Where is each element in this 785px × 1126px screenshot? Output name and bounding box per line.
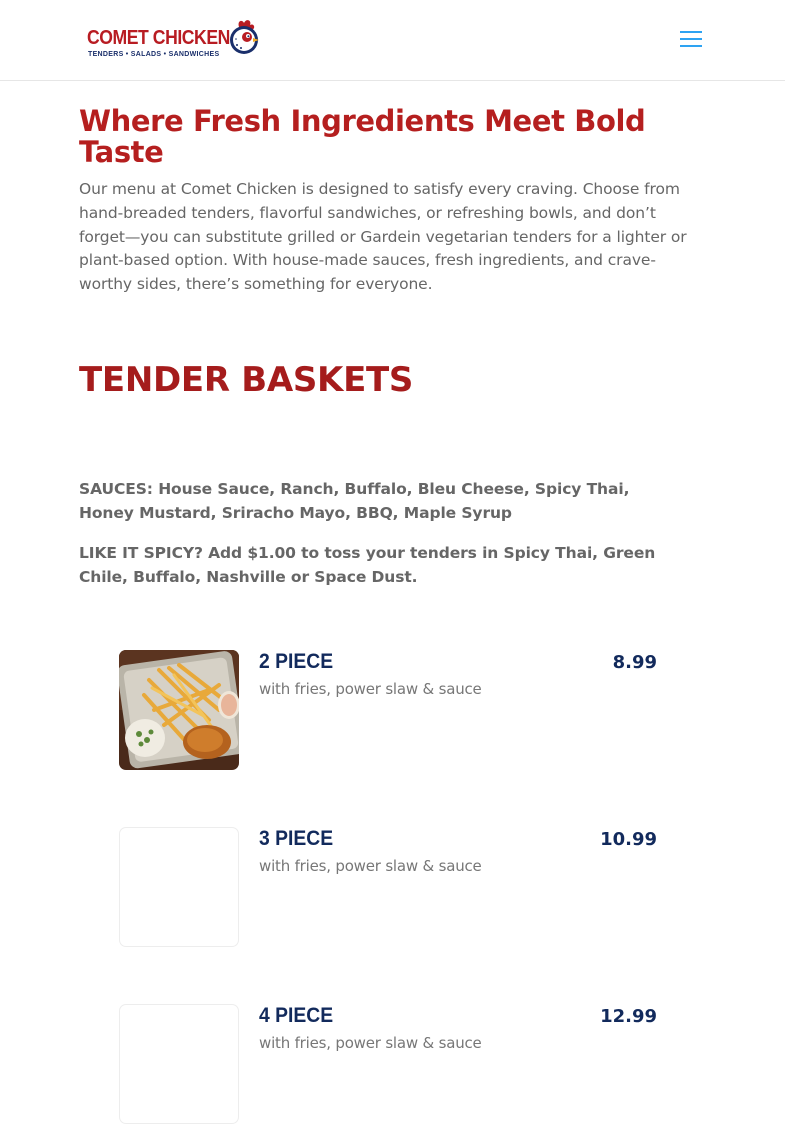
item-price: 12.99 <box>600 1006 657 1027</box>
menu-item-4-piece <box>119 1004 659 1126</box>
menu-item-2-piece <box>119 650 659 772</box>
item-name: 2 PIECE <box>259 650 334 673</box>
item-name: 3 PIECE <box>259 827 334 850</box>
tender-basket-image <box>119 650 239 770</box>
logo-tagline: TENDERS • SALADS • SANDWICHES <box>88 51 220 58</box>
hamburger-menu-icon[interactable] <box>680 31 702 49</box>
site-header <box>0 0 785 81</box>
tender-basket-photo[interactable] <box>119 650 239 770</box>
comet-chicken-logo[interactable] <box>87 18 262 62</box>
sauces-note: SAUCES: House Sauce, Ranch, Buffalo, Bleu Cheese, Spicy Thai, Honey Mustard, Sriracho Mayo, BBQ, Maple Syrup <box>79 480 630 522</box>
logo-wordmark: COMET CHICKEN <box>87 27 230 49</box>
rooster-badge-icon <box>225 18 261 58</box>
menu-item-3-piece <box>119 827 659 949</box>
spicy-note: LIKE IT SPICY? Add $1.00 to toss your tenders in Spicy Thai, Green Chile, Buffalo, Nashville or Space Dust. <box>79 544 656 586</box>
item-price: 8.99 <box>612 652 657 673</box>
item-image-placeholder[interactable] <box>119 1004 239 1124</box>
page-title: Where Fresh Ingredients Meet Bold Taste <box>79 104 646 169</box>
section-title-tender-baskets: TENDER BASKETS <box>79 360 414 400</box>
item-image-placeholder[interactable] <box>119 827 239 947</box>
item-price: 10.99 <box>600 829 657 850</box>
item-name: 4 PIECE <box>259 1004 334 1027</box>
item-description: with fries, power slaw & sauce <box>259 1034 482 1052</box>
item-description: with fries, power slaw & sauce <box>259 680 482 698</box>
intro-paragraph: Our menu at Comet Chicken is designed to satisfy every craving. Choose from hand-breaded tenders, flavorful sandwiches, or refreshing bowls, and don’t forget—you can substitute grilled or Gardein vegetarian tenders for a lighter or plant-based option. With house-made sauces, fresh ingredients, and crave-worthy sides, there’s something for everyone. <box>79 180 687 294</box>
item-description: with fries, power slaw & sauce <box>259 857 482 875</box>
